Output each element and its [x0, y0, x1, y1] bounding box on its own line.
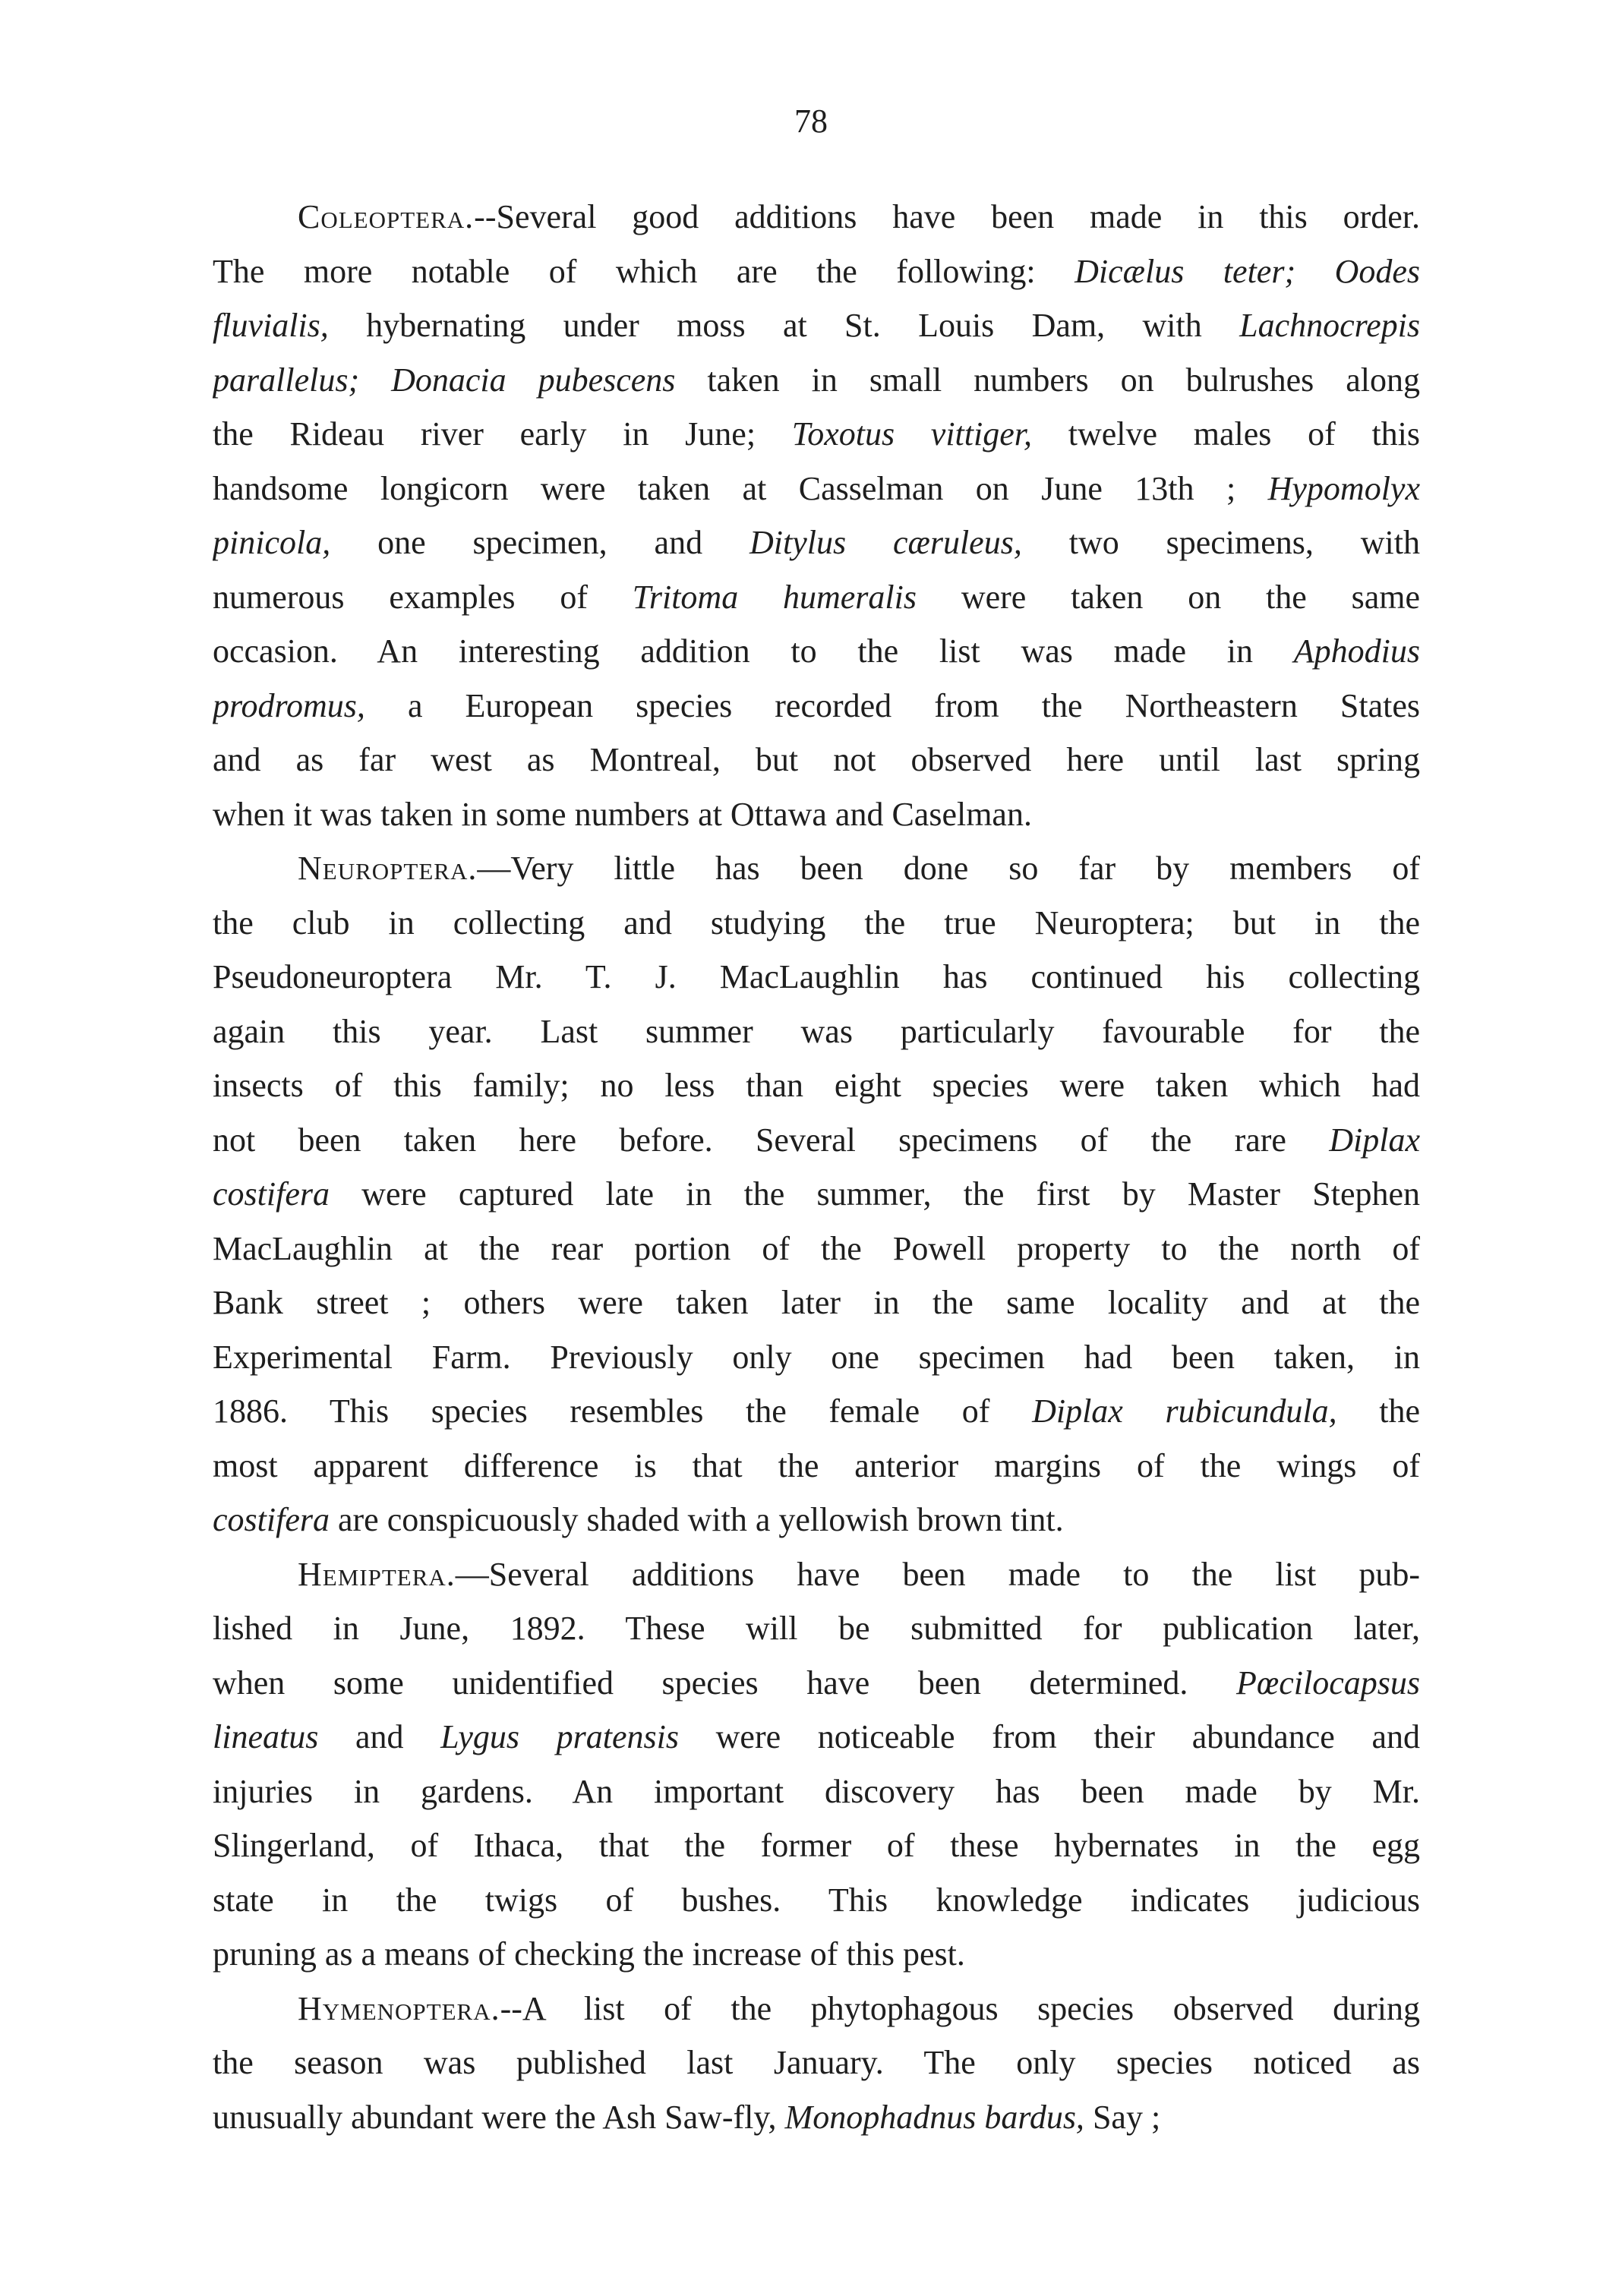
text-run: were taken on the same: [917, 578, 1420, 616]
text-run: when it was taken in some numbers at Ottawa and Caselman.: [213, 795, 1032, 833]
text-run: the Rideau river early in June;: [213, 415, 792, 453]
italic-text: costifera: [213, 1175, 330, 1213]
text-run: hybernating under moss at St. Louis Dam, with: [328, 307, 1240, 344]
text-run: --A list of the phytophagous species observed during: [500, 1989, 1420, 2027]
text-run: --Several good additions have been made in this order.: [474, 198, 1420, 235]
text-line: [213, 298, 1420, 353]
text-line: [213, 1384, 1420, 1439]
italic-text: costifera: [213, 1501, 330, 1538]
text-line: [213, 2090, 1420, 2145]
text-run: The more notable of which are the following:: [213, 252, 1075, 290]
text-line: [213, 516, 1420, 570]
text-run: twelve males of this: [1032, 415, 1420, 453]
text-run: numerous examples of: [213, 578, 633, 616]
body-text: [213, 190, 1420, 2144]
text-run: most apparent difference is that the anterior margins of the wings of: [213, 1446, 1420, 1484]
text-run: and as far west as Montreal, but not observed here until last spring: [213, 741, 1420, 778]
text-run: were noticeable from their abundance and: [679, 1718, 1420, 1755]
text-line: [213, 2036, 1420, 2090]
text-line: [213, 1058, 1420, 1113]
text-line: [213, 1493, 1420, 1547]
text-line: [213, 733, 1420, 787]
text-run: and: [318, 1718, 441, 1755]
text-line: [213, 787, 1420, 842]
italic-text: Aphodius: [1293, 632, 1420, 670]
text-run: handsome longicorn were taken at Casselman on June 13th ;: [213, 469, 1268, 507]
text-run: Bank street ; others were taken later in the same locality and at the: [213, 1284, 1420, 1321]
italic-text: lineatus: [213, 1718, 319, 1755]
text-line: [213, 1873, 1420, 1928]
text-line: [213, 190, 1420, 244]
text-line: [213, 244, 1420, 299]
text-run: were captured late in the summer, the first by Master Stephen: [329, 1175, 1420, 1213]
text-line: [213, 1167, 1420, 1222]
text-run: 1886. This species resembles the female of: [213, 1392, 1033, 1430]
text-run: pruning as a means of checking the increase of this pest.: [213, 1935, 965, 1973]
text-run: Say ;: [1084, 2098, 1161, 2136]
text-line: [213, 1927, 1420, 1982]
text-line: [213, 407, 1420, 462]
text-run: the: [1336, 1392, 1420, 1430]
paragraph-hymenoptera: [213, 1982, 1420, 2145]
italic-text: Ditylus cæruleus,: [749, 524, 1022, 561]
text-line: [213, 1710, 1420, 1765]
text-line: [213, 1004, 1420, 1059]
text-run: lished in June, 1892. These will be submitted for publication later,: [213, 1610, 1420, 1647]
text-run: occasion. An interesting addition to the list was made in: [213, 632, 1294, 670]
text-run: are conspicuously shaded with a yellowish brown tint.: [329, 1501, 1064, 1538]
text-line: [213, 570, 1420, 625]
italic-text: parallelus; Donacia pubescens: [213, 361, 676, 399]
text-line: [213, 1547, 1420, 1602]
text-run: —Several additions have been made to the list pub-: [455, 1555, 1420, 1593]
text-line: [213, 1330, 1420, 1385]
paragraph-coleoptera: [213, 190, 1420, 841]
italic-text: pinicola,: [213, 524, 331, 561]
text-line: [213, 1222, 1420, 1276]
text-run: taken in small numbers on bulrushes along: [675, 361, 1420, 399]
page-number: 78: [794, 102, 828, 140]
italic-text: Tritoma humeralis: [632, 578, 917, 616]
text-line: [213, 679, 1420, 733]
text-run: —Very little has been done so far by members of: [477, 850, 1420, 887]
italic-text: Toxotus vittiger,: [791, 415, 1033, 453]
italic-text: Pœcilocapsus: [1236, 1664, 1420, 1702]
text-run: unusually abundant were the Ash Saw-fly,: [213, 2098, 785, 2136]
italic-text: fluvialis,: [213, 307, 329, 344]
text-run: one specimen, and: [330, 524, 749, 561]
text-run: the club in collecting and studying the true Neuroptera; but in the: [213, 904, 1420, 941]
text-line: [213, 1656, 1420, 1711]
text-line: [213, 950, 1420, 1004]
text-line: [213, 462, 1420, 516]
section-heading: Coleoptera.: [298, 198, 475, 235]
italic-text: prodromus,: [213, 686, 365, 724]
text-run: Pseudoneuroptera Mr. T. J. MacLaughlin has continued his collecting: [213, 958, 1420, 995]
text-line: [213, 1439, 1420, 1493]
italic-text: Diplax rubicundula,: [1032, 1392, 1337, 1430]
text-line: [213, 1818, 1420, 1873]
text-line: [213, 1765, 1420, 1819]
section-heading: Hemiptera.: [298, 1555, 456, 1593]
text-line: [213, 896, 1420, 951]
paragraph-neuroptera: [213, 841, 1420, 1547]
italic-text: Lachnocrepis: [1239, 307, 1420, 344]
text-run: two specimens, with: [1021, 524, 1420, 561]
section-heading: Neuroptera.: [298, 850, 478, 887]
text-run: MacLaughlin at the rear portion of the Powell property to the north of: [213, 1229, 1420, 1267]
text-run: a European species recorded from the Northeastern States: [364, 686, 1420, 724]
text-line: [213, 1982, 1420, 2036]
text-line: [213, 841, 1420, 896]
text-line: [213, 1113, 1420, 1168]
italic-text: Monophadnus bardus,: [784, 2098, 1084, 2136]
text-run: Experimental Farm. Previously only one specimen had been taken, in: [213, 1338, 1420, 1376]
text-run: Slingerland, of Ithaca, that the former of these hybernates in the egg: [213, 1827, 1420, 1864]
text-run: again this year. Last summer was particularly favourable for the: [213, 1012, 1420, 1050]
text-run: injuries in gardens. An important discovery has been made by Mr.: [213, 1772, 1420, 1810]
text-run: insects of this family; no less than eight species were taken which had: [213, 1067, 1420, 1104]
italic-text: Hypomolyx: [1267, 469, 1420, 507]
italic-text: Lygus pratensis: [440, 1718, 679, 1755]
paragraph-hemiptera: [213, 1547, 1420, 1982]
text-run: not been taken here before. Several specimens of the rare: [213, 1121, 1330, 1159]
text-line: [213, 1276, 1420, 1330]
text-line: [213, 624, 1420, 679]
text-run: when some unidentified species have been determined.: [213, 1664, 1237, 1702]
text-line: [213, 1601, 1420, 1656]
italic-text: Diplax: [1329, 1121, 1420, 1159]
text-run: the season was published last January. The only species noticed as: [213, 2044, 1420, 2081]
text-run: state in the twigs of bushes. This knowledge indicates judicious: [213, 1881, 1420, 1919]
italic-text: Dicælus teter; Oodes: [1074, 252, 1420, 290]
text-line: [213, 353, 1420, 408]
section-heading: Hymenoptera.: [298, 1989, 500, 2027]
